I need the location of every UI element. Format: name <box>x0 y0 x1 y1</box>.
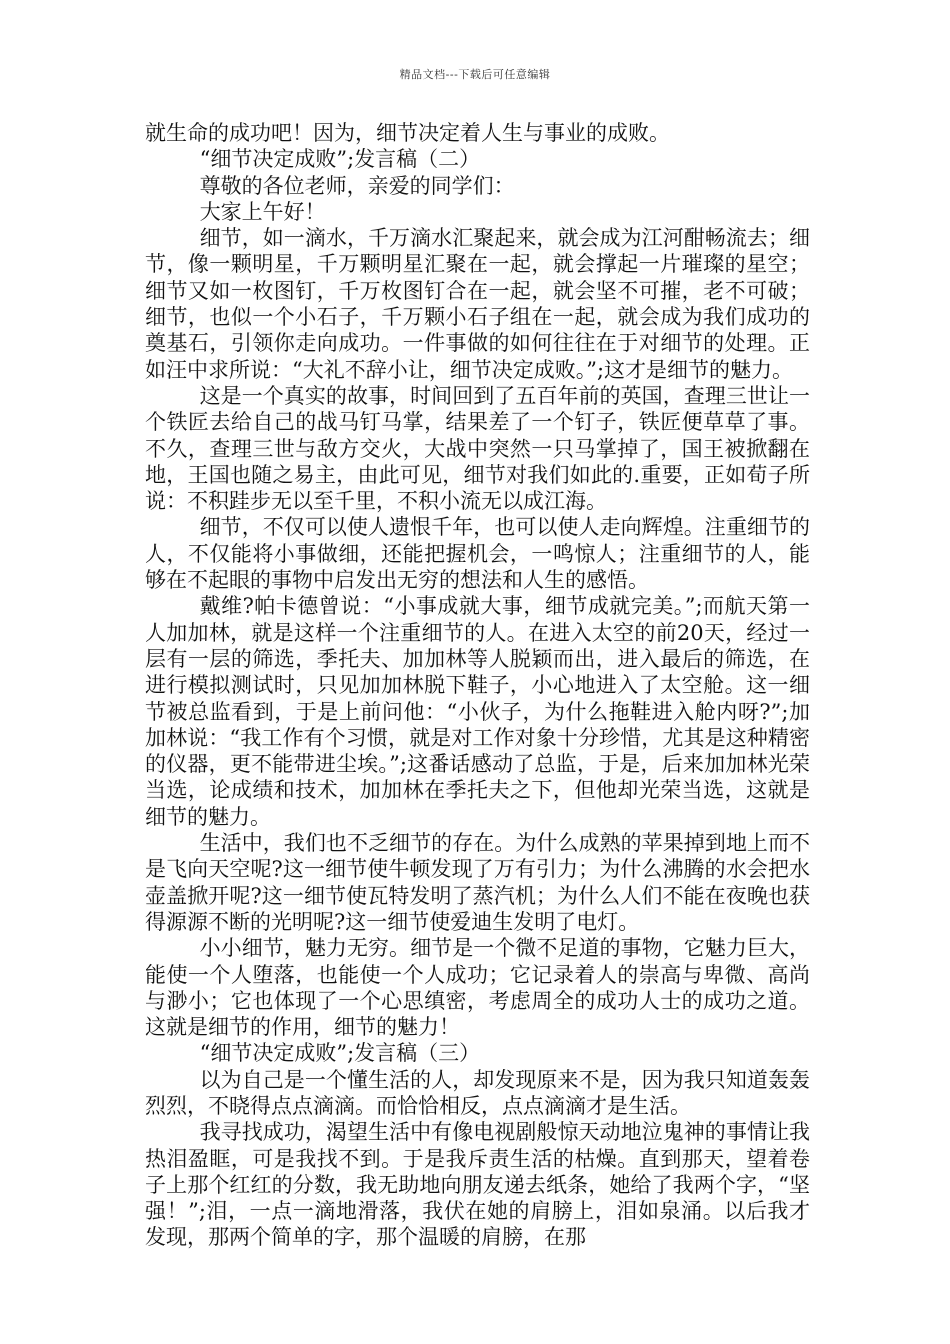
section-heading: “细节决定成败”;发言稿（二） <box>199 147 481 172</box>
paragraph: 以为自己是一个懂生活的人，却发现原来不是，因为我只知道轰轰烈烈，不晓得点点滴滴。而恰恰相反，点点滴滴才是生活。 <box>145 1067 810 1118</box>
paragraph: 细节，不仅可以使人遗恨千年，也可以使人走向辉煌。注重细节的人，不仅能将小事做细，还能把握机会，一鸣惊人；注重细节的人，能够在不起眼的事物中启发出无穷的想法和人生的感悟。 <box>145 515 810 593</box>
salutation: 尊敬的各位老师，亲爱的同学们： <box>199 173 515 198</box>
paragraph: 就生命的成功吧！因为，细节决定着人生与事业的成败。 <box>145 121 670 145</box>
paragraph: 小小细节，魅力无穷。细节是一个微不足道的事物，它魅力巨大，能使一个人堕落，也能使一个人成功；它记录着人的崇高与卑微、高尚与渺小；它也体现了一个心思缜密，考虑周全的成功人士的成功之道。这就是细节的作用，细节的魅力！ <box>145 936 810 1040</box>
paragraph: 我寻找成功，渴望生活中有像电视剧般惊天动地泣鬼神的事情让我热泪盈眶，可是我找不到。于是我斥责生活的枯燥。直到那天，望着卷子上那个红红的分数，我无助地向朋友递去纸条，她给了我两个字，“坚强！”;泪，一点一滴地滑落，我伏在她的肩膀上，泪如泉涌。以后我才发现，那两个简单的字，那个温暖的肩膀，在那 <box>145 1120 810 1250</box>
paragraph: 细节，如一滴水，千万滴水汇聚起来，就会成为江河酣畅流去；细节，像一颗明星，千万颗明星汇聚在一起，就会撑起一片璀璨的星空；细节又如一枚图钉，千万枚图钉合在一起，就会坚不可摧，老不可破；细节，也似一个小石子，千万颗小石子组在一起，就会成为我们成功的奠基石，引领你走向成功。一件事做的如何往往在于对细节的处理。正如汪中求所说：“大礼不辞小让，细节决定成败。”;这才是细节的魅力。 <box>145 226 810 382</box>
page-header: 精品文档---下载后可任意编辑 <box>399 68 551 81</box>
paragraph: 生活中，我们也不乏细节的存在。为什么成熟的苹果掉到地上而不是飞向天空呢?这一细节使牛顿发现了万有引力；为什么沸腾的水会把水壶盖掀开呢?这一细节使瓦特发明了蒸汽机；为什么人们不能在夜晚也获得源源不断的光明呢?这一细节使爱迪生发明了电灯。 <box>145 831 810 934</box>
paragraph: 戴维?帕卡德曾说：“小事成就大事，细节成就完美。”;而航天第一人加加林，就是这样一个注重细节的人。在进入太空的前20天，经过一层有一层的筛选，季托夫、加加林等人脱颖而出，进入最后的筛选，在进行模拟测试时，只见加加林脱下鞋子，小心地进入了太空舱。这一细节被总监看到，于是上前问他：“小伙子，为什么拖鞋进入舱内呀?”;加加林说：“我工作有个习惯，就是对工作对象十分珍惜，尤其是这种精密的仪器，更不能带进尘埃。”;这番话感动了总监，于是，后来加加林光荣当选，论成绩和技术，加加林在季托夫之下，但他却光荣当选，这就是细节的魅力。 <box>145 594 810 829</box>
document-body <box>145 120 810 1251</box>
greeting: 大家上午好！ <box>199 199 326 224</box>
paragraph: 这是一个真实的故事，时间回到了五百年前的英国，查理三世让一个铁匠去给自己的战马钉马掌，结果差了一个钉子，铁匠便草草了事。不久，查理三世与敌方交火，大战中突然一只马掌掉了，国王被掀翻在地，王国也随之易主，由此可见，细节对我们如此的.重要，正如荀子所说：不积跬步无以至千里，不积小流无以成江海。 <box>145 383 810 514</box>
section-heading: “细节决定成败”;发言稿（三） <box>199 1041 481 1066</box>
